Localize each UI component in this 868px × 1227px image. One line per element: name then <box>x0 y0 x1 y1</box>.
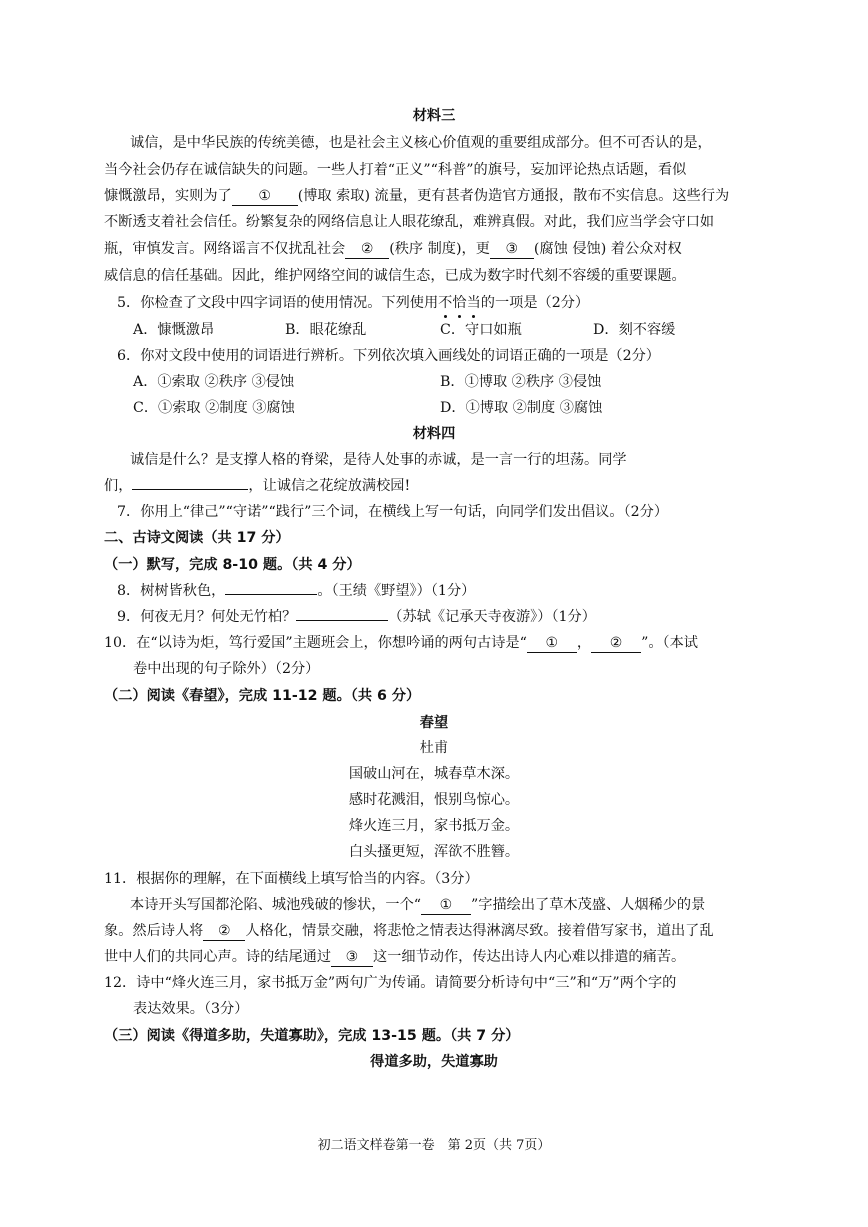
question-8 <box>117 581 475 601</box>
q10-pre: 10．在“以诗为炬，笃行爱国”主题班会上，你想吟诵的两句古诗是“ <box>104 635 527 651</box>
q6-option-b[interactable]: B．①博取 ②秩序 ③侵蚀 <box>440 374 602 390</box>
q8-pre: 8．树树皆秋色， <box>117 583 226 599</box>
q11-line-1 <box>130 895 705 915</box>
material4-line-2-post: ，让诚信之花绽放满校园! <box>248 478 411 494</box>
blank-2[interactable]: ② <box>345 240 389 259</box>
emphasis-dot-char: 不 <box>438 295 453 311</box>
q8-answer-blank[interactable] <box>225 594 317 595</box>
q11-blank-1[interactable]: ① <box>421 896 471 915</box>
q10-blank-2[interactable]: ② <box>591 634 641 653</box>
q11-l3-pre: 世中人们的共同心声。诗的结尾通过 <box>104 949 332 965</box>
material3-title: 材料三 <box>412 108 456 124</box>
emphasis-dot-char: 恰 <box>452 295 467 311</box>
poem-author: 杜甫 <box>419 740 449 756</box>
q5-option-c[interactable]: C．守口如瓶 <box>440 322 522 338</box>
question-5 <box>117 293 589 313</box>
q10-post: ”。（本试 <box>641 635 698 651</box>
material4-line-2 <box>104 476 410 496</box>
q11-l2-post: 人格化，情景交融，将悲怆之情表达得淋漓尽致。接着借写家书，道出了乱 <box>245 923 714 939</box>
q5-option-a[interactable]: A．慷慨激昂 <box>133 322 215 338</box>
material4-line-1: 诚信是什么？是支撑人格的脊梁，是待人处事的赤诚，是一言一行的坦荡。同学 <box>130 452 627 468</box>
material3-blank3-after: (腐蚀 侵蚀) 着公众对权 <box>533 241 682 257</box>
material3-line-5-prefix: 瓶，审慎发言。网络谣言不仅扰乱社会 <box>104 241 346 257</box>
part-1-heading: （一）默写，完成 8-10 题。（共 4 分） <box>104 557 361 573</box>
page-footer: 初二语文样卷第一卷 第 2页（共 7页） <box>317 1138 551 1153</box>
q11-l1-post: ”字描绘出了草木茂盛、人烟稀少的景 <box>471 897 706 913</box>
q6-option-c[interactable]: C．①索取 ②制度 ③腐蚀 <box>133 400 295 416</box>
q10-blank-1[interactable]: ① <box>527 634 577 653</box>
question-9 <box>117 607 596 627</box>
q9-pre: 9．何夜无月？何处无竹柏？ <box>117 609 297 625</box>
q5-stem-pre: 5．你检查了文段中四字词语的使用情况。下列使用 <box>117 295 439 311</box>
q11-blank-3[interactable]: ③ <box>331 948 373 967</box>
question-11: 11．根据你的理解，在下面横线上填写恰当的内容。（3分） <box>104 871 479 887</box>
material3-line-2: 当今社会仍存在诚信缺失的问题。一些人打着“正义”“科普”的旗号，妄加评论热点话题，看似 <box>104 162 687 178</box>
question-6: 6．你对文段中使用的词语进行辨析。下列依次填入画线处的词语正确的一项是（2分） <box>117 348 660 364</box>
q5-option-b[interactable]: B．眼花缭乱 <box>285 322 367 338</box>
part-2-heading: （二）阅读《春望》，完成 11-12 题。（共 6 分） <box>104 688 421 704</box>
material3-line-4: 不断透支着社会信任。纷繁复杂的网络信息让人眼花缭乱，难辨真假。对此，我们应当学会守口如 <box>104 214 715 230</box>
material3-line-6: 威信息的信任基础。因此，维护网络空间的诚信生态，已成为数字时代刻不容缓的重要课题。 <box>104 268 686 284</box>
q5-option-d[interactable]: D．刻不容缓 <box>593 322 676 338</box>
poem-line-4: 白头搔更短，浑欲不胜簪。 <box>348 844 520 860</box>
q8-post: 。（王绩《野望》）（1分） <box>317 583 476 599</box>
question-12-line-2: 表达效果。（3分） <box>133 1001 249 1017</box>
q11-l2-pre: 象。然后诗人将 <box>104 923 204 939</box>
q5-stem-post: 的一项是（2分） <box>480 295 590 311</box>
article-title: 得道多助，失道寡助 <box>370 1054 498 1070</box>
q11-l3-post: 这一细节动作，传达出诗人内心难以排遣的痛苦。 <box>373 949 686 965</box>
blank-3[interactable]: ③ <box>490 240 534 259</box>
material3-line-5 <box>104 239 682 259</box>
q6-option-a[interactable]: A．①索取 ②秩序 ③侵蚀 <box>133 374 295 390</box>
material3-line-3-prefix: 慷慨激昂，实则为了 <box>104 188 232 204</box>
material3-line-3 <box>104 186 729 206</box>
q10-mid: ， <box>576 635 592 651</box>
question-10-line-2: 卷中出现的句子除外）（2分） <box>133 661 320 677</box>
q6-option-d[interactable]: D．①博取 ②制度 ③腐蚀 <box>440 400 603 416</box>
poem-line-1: 国破山河在，城春草木深。 <box>348 766 520 782</box>
question-12: 12．诗中“烽火连三月，家书抵万金”两句广为传诵。请简要分析诗句中“三”和“万”两个字的 <box>104 975 677 991</box>
q11-blank-2[interactable]: ② <box>203 922 245 941</box>
question-10 <box>104 633 698 653</box>
part-3-heading: （三）阅读《得道多助，失道寡助》，完成 13-15 题。（共 7 分） <box>104 1028 520 1044</box>
q11-line-3 <box>104 947 685 967</box>
q9-answer-blank[interactable] <box>296 620 388 621</box>
emphasis-dot-char: 当 <box>466 295 481 311</box>
poem-title: 春望 <box>419 715 449 731</box>
material3-line-1: 诚信，是中华民族的传统美德，也是社会主义核心价值观的重要组成部分。但不可否认的是， <box>130 135 712 151</box>
material3-line-3-rest: (博取 索取) 流量，更有甚者伪造官方通报，散布不实信息。这些行为 <box>297 188 730 204</box>
q7-answer-blank[interactable] <box>132 489 248 490</box>
material4-line-2-pre: 们， <box>104 478 133 494</box>
material3-blank2-after: (秩序 制度)，更 <box>389 241 490 257</box>
poem-line-3: 烽火连三月，家书抵万金。 <box>348 818 520 834</box>
q11-line-2 <box>104 921 714 941</box>
material4-title: 材料四 <box>412 426 456 442</box>
q9-post: （苏轼《记承天寺夜游》）（1分） <box>388 609 596 625</box>
poem-line-2: 感时花溅泪，恨别鸟惊心。 <box>348 792 520 808</box>
q11-l1-pre: 本诗开头写国都沦陷、城池残破的惨状，一个“ <box>130 897 422 913</box>
question-7: 7．你用上“律己”“守诺”“践行”三个词，在横线上写一句话，向同学们发出倡议。（2分） <box>117 504 669 520</box>
blank-1[interactable]: ① <box>232 187 298 206</box>
section-2-heading: 二、古诗文阅读（共 17 分） <box>104 530 290 546</box>
